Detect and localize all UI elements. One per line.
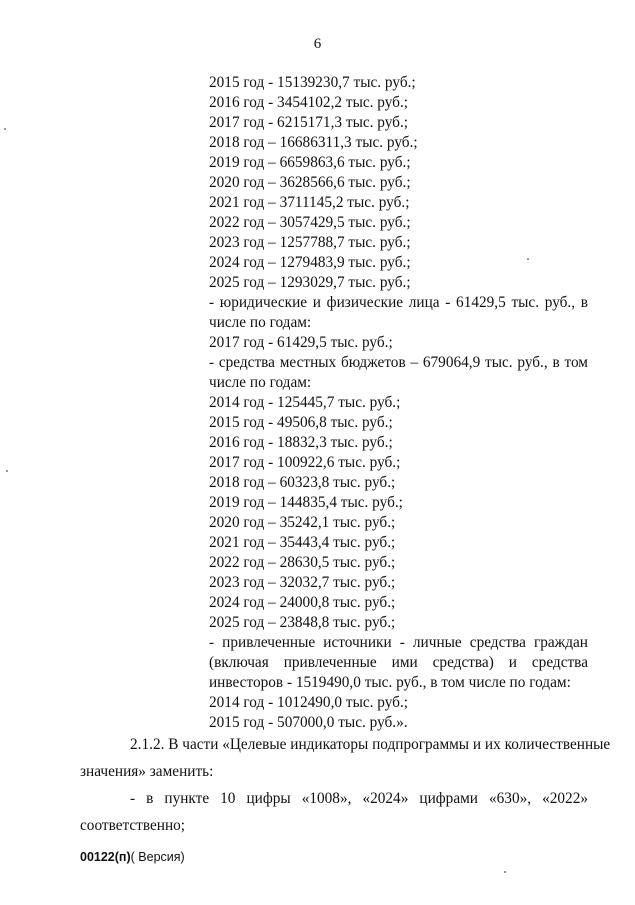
- funding-source-line: - юридические и физические лица - 61429,5 тыс. руб., в: [209, 294, 588, 311]
- year-line: 2022 год – 28630,5 тыс. руб.;: [209, 554, 396, 571]
- year-line: 2019 год – 144835,4 тыс. руб.;: [209, 494, 403, 511]
- document-version: ( Версия): [130, 850, 185, 864]
- year-line: 2015 год - 15139230,7 тыс. руб.;: [209, 74, 416, 91]
- year-line: 2022 год – 3057429,5 тыс. руб.;: [209, 214, 411, 231]
- year-line: 2021 год – 3711145,2 тыс. руб.;: [209, 194, 410, 211]
- scan-speck: [4, 128, 6, 130]
- funding-source-line: - привлеченные источники - личные средства граждан: [209, 634, 588, 651]
- year-line: 2017 год - 100922,6 тыс. руб.;: [209, 454, 401, 471]
- year-line: 2019 год – 6659863,6 тыс. руб.;: [209, 154, 411, 171]
- funding-list: [209, 73, 588, 733]
- year-line: 2020 год – 35242,1 тыс. руб.;: [209, 514, 396, 531]
- section-paragraph: 2.1.2. В части «Целевые индикаторы подпрограммы и их количественные: [130, 736, 611, 753]
- year-line: 2020 год – 3628566,6 тыс. руб.;: [209, 174, 411, 191]
- year-line: 2025 год – 23848,8 тыс. руб.;: [209, 614, 396, 631]
- year-line: 2015 год - 49506,8 тыс. руб.;: [209, 414, 393, 431]
- year-line: 2018 год – 60323,8 тыс. руб.;: [209, 474, 396, 491]
- year-line: 2021 год – 35443,4 тыс. руб.;: [209, 534, 396, 551]
- year-line: 2014 год - 1012490,0 тыс. руб.;: [209, 694, 409, 711]
- document-footer: [80, 850, 185, 864]
- section-paragraph: значения» заменить:: [80, 763, 214, 780]
- scan-speck: [504, 871, 506, 873]
- year-line: 2023 год – 1257788,7 тыс. руб.;: [209, 234, 411, 251]
- funding-source-line: числе по годам:: [209, 314, 312, 331]
- year-line: 2025 год – 1293029,7 тыс. руб.;: [209, 274, 411, 291]
- year-line: 2016 год - 18832,3 тыс. руб.;: [209, 434, 393, 451]
- year-line: 2024 год – 24000,8 тыс. руб.;: [209, 594, 396, 611]
- funding-source-line: инвесторов - 1519490,0 тыс. руб., в том числе по годам:: [209, 674, 571, 691]
- section-paragraph: соответственно;: [80, 817, 186, 834]
- year-line: 2023 год – 32032,7 тыс. руб.;: [209, 574, 396, 591]
- funding-source-line: числе по годам:: [209, 374, 312, 391]
- year-line: 2018 год – 16686311,3 тыс. руб.;: [209, 134, 418, 151]
- year-line: 2017 год - 6215171,3 тыс. руб.;: [209, 114, 409, 131]
- scan-speck: [6, 470, 8, 472]
- document-code: 00122(п): [80, 850, 131, 864]
- year-line: 2024 год – 1279483,9 тыс. руб.;: [209, 254, 411, 271]
- section-paragraph: - в пункте 10 цифры «1008», «2024» цифрами «630», «2022»: [130, 790, 588, 807]
- page-number: 6: [313, 36, 322, 52]
- year-line: 2016 год - 3454102,2 тыс. руб.;: [209, 94, 409, 111]
- year-line: 2015 год - 507000,0 тыс. руб.».: [209, 714, 408, 731]
- funding-source-line: - средства местных бюджетов – 679064,9 тыс. руб., в том: [209, 354, 588, 371]
- year-line: 2017 год - 61429,5 тыс. руб.;: [209, 334, 393, 351]
- scan-speck: [527, 258, 529, 260]
- funding-source-line: (включая привлеченные ими средства) и средства: [209, 654, 588, 671]
- year-line: 2014 год - 125445,7 тыс. руб.;: [209, 394, 401, 411]
